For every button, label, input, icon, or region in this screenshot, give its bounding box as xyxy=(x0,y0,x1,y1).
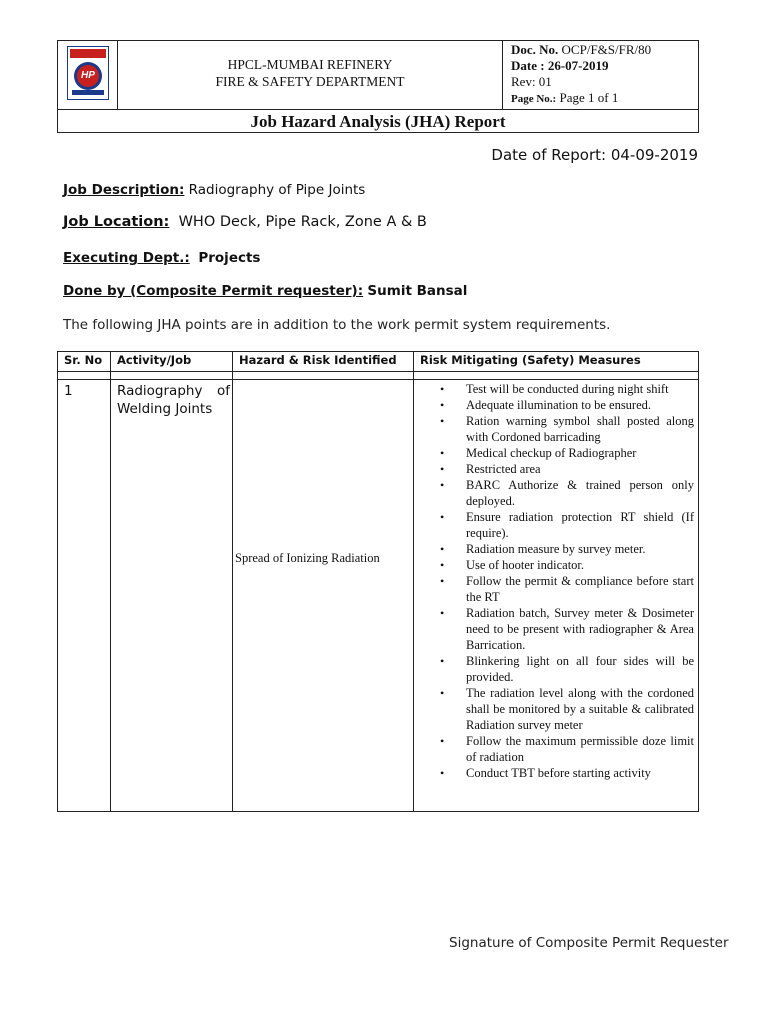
org-name: HPCL-MUMBAI REFINERY xyxy=(227,57,393,72)
doc-no-label: Doc. No. xyxy=(511,42,559,57)
executing-dept-label: Executing Dept.: xyxy=(63,250,190,266)
job-location xyxy=(63,214,427,230)
measure-item: • Test will be conducted during night shift xyxy=(440,382,669,396)
measure-item: • Blinkering light on all four sides will be provided. xyxy=(440,654,694,684)
measure-item: • Conduct TBT before starting activity xyxy=(440,766,651,780)
header-sr-no: Sr. No xyxy=(64,353,103,367)
job-description-label: Job Description: xyxy=(63,182,185,198)
bullet-icon: • xyxy=(440,478,445,492)
measure-item: • Medical checkup of Radiographer xyxy=(440,446,637,460)
bullet-icon: • xyxy=(440,462,445,476)
bullet-icon: • xyxy=(440,382,445,396)
date-of-report: Date of Report: 04-09-2019 xyxy=(491,146,698,164)
bullet-icon: • xyxy=(440,510,445,524)
bullet-icon: • xyxy=(440,574,445,588)
logo-band xyxy=(70,49,106,58)
signature-label: Signature of Composite Permit Requester xyxy=(449,935,729,951)
department-name: FIRE & SAFETY DEPARTMENT xyxy=(215,74,405,89)
job-location-value: WHO Deck, Pipe Rack, Zone A & B xyxy=(178,214,427,230)
logo-base xyxy=(72,90,104,95)
bullet-icon: • xyxy=(440,766,445,780)
report-title: Job Hazard Analysis (JHA) Report xyxy=(58,109,698,133)
bullet-icon: • xyxy=(440,446,445,460)
bullet-icon: • xyxy=(440,734,445,748)
bullet-icon: • xyxy=(440,414,445,428)
row-activity: Radiography of Welding Joints xyxy=(117,383,230,417)
logo-cell xyxy=(58,41,118,109)
measure-item: • BARC Authorize & trained person only deployed. xyxy=(440,478,694,508)
measure-item: • The radiation level along with the cordoned shall be monitored by a suitable & calibrated Radiation survey meter xyxy=(440,686,694,732)
logo-circle xyxy=(74,62,102,90)
col-divider xyxy=(110,352,111,811)
doc-date-label: Date : xyxy=(511,58,545,73)
bullet-icon: • xyxy=(440,686,445,700)
row-sr-no: 1 xyxy=(64,383,73,399)
measure-item: • Ration warning symbol shall posted along with Cordoned barricading xyxy=(440,414,694,444)
doc-date-line xyxy=(503,58,651,74)
bullet-icon: • xyxy=(440,542,445,556)
bullet-icon: • xyxy=(440,398,445,412)
header-divider xyxy=(58,379,698,380)
doc-no-value: OCP/F&S/FR/80 xyxy=(561,42,652,57)
bullet-icon: • xyxy=(440,654,445,668)
done-by-value: Sumit Bansal xyxy=(367,283,468,299)
done-by xyxy=(63,283,467,299)
done-by-label: Done by (Composite Permit requester): xyxy=(63,283,364,299)
doc-date-value: 26-07-2019 xyxy=(547,58,609,73)
executing-dept-value: Projects xyxy=(198,250,261,266)
measure-item: • Radiation measure by survey meter. xyxy=(440,542,646,556)
header-divider xyxy=(58,371,698,372)
jha-table xyxy=(57,351,699,812)
page-number-line xyxy=(503,90,651,107)
safety-measures-list xyxy=(418,381,694,781)
hp-logo xyxy=(67,46,109,100)
bullet-icon: • xyxy=(440,606,445,620)
logo-text: HP xyxy=(77,65,99,87)
measure-item: • Ensure radiation protection RT shield (If require). xyxy=(440,510,694,540)
org-title-cell xyxy=(118,41,562,109)
job-description-value: Radiography of Pipe Joints xyxy=(188,182,366,198)
document-header xyxy=(57,40,699,133)
col-divider xyxy=(413,352,414,811)
doc-info-cell xyxy=(502,41,699,109)
job-description xyxy=(63,182,365,198)
measure-item: • Restricted area xyxy=(440,462,541,476)
measure-item: • Use of hooter indicator. xyxy=(440,558,585,572)
job-location-label: Job Location: xyxy=(63,214,170,230)
revision: Rev: 01 xyxy=(511,74,552,89)
measure-item: • Radiation batch, Survey meter & Dosimeter need to be present with radiographer & Area Barrication. xyxy=(440,606,694,652)
executing-dept xyxy=(63,250,260,266)
page-value: Page 1 of 1 xyxy=(559,90,619,105)
measure-item: • Adequate illumination to be ensured. xyxy=(440,398,652,412)
doc-no-line xyxy=(503,42,651,58)
row-hazard: Spread of Ionizing Radiation xyxy=(235,551,380,565)
header-activity: Activity/Job xyxy=(117,353,192,367)
header-hazard: Hazard & Risk Identified xyxy=(239,353,397,367)
col-divider xyxy=(232,352,233,811)
measure-item: • Follow the maximum permissible doze limit of radiation xyxy=(440,734,694,764)
header-measures: Risk Mitigating (Safety) Measures xyxy=(420,353,641,367)
jha-note: The following JHA points are in addition to the work permit system requirements. xyxy=(63,317,611,333)
page-label: Page No.: xyxy=(511,93,557,105)
bullet-icon: • xyxy=(440,558,445,572)
measure-item: • Follow the permit & compliance before start the RT xyxy=(440,574,694,604)
